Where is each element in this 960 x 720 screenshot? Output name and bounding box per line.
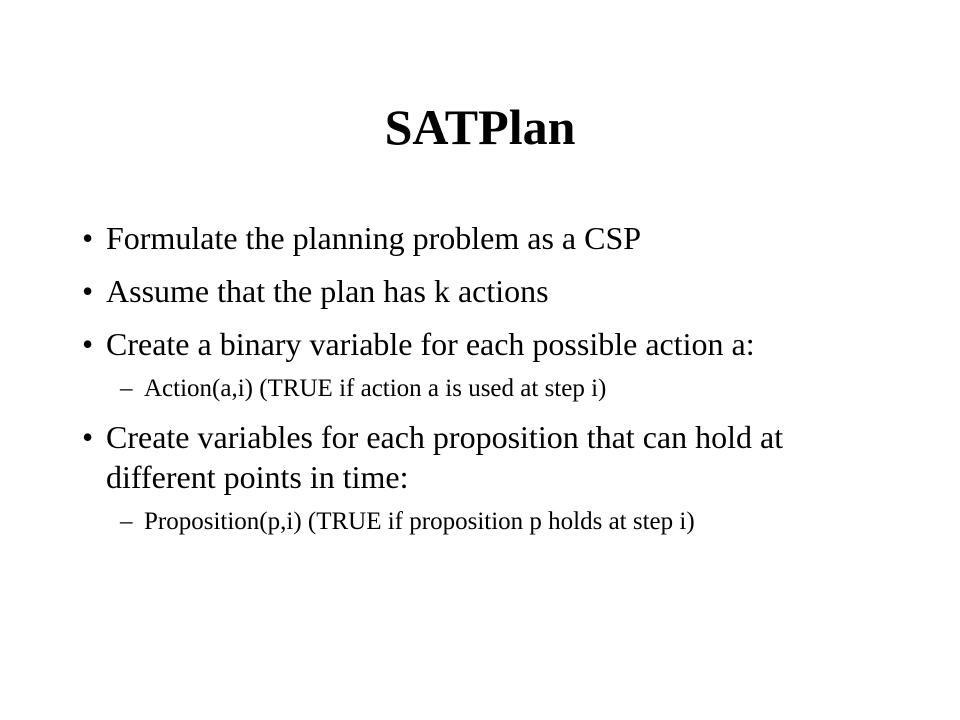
bullet-item [82, 324, 882, 364]
bullet-text: Create variables for each proposition that can hold at different points in time: [106, 419, 784, 495]
bullet-list [82, 218, 882, 550]
bullet-text: Assume that the plan has k actions [106, 273, 549, 309]
bullet-marker: • [82, 273, 94, 309]
bullet-marker: • [82, 220, 94, 256]
bullet-marker: • [82, 326, 94, 362]
sub-bullet-item [82, 506, 882, 538]
slide-title: SATPlan [384, 99, 576, 155]
sub-bullet-marker: – [120, 508, 133, 535]
sub-bullet-item [82, 373, 882, 405]
bullet-marker: • [82, 419, 94, 455]
bullet-item [82, 417, 882, 497]
bullet-text: Create a binary variable for each possible action a: [106, 326, 755, 362]
bullet-item [82, 218, 882, 258]
sub-bullet-text: Action(a,i) (TRUE if action a is used at step i) [144, 375, 607, 402]
bullet-item [82, 271, 882, 311]
sub-bullet-text: Proposition(p,i) (TRUE if proposition p holds at step i) [144, 508, 695, 535]
bullet-text: Formulate the planning problem as a CSP [106, 220, 642, 256]
sub-bullet-marker: – [120, 375, 133, 402]
